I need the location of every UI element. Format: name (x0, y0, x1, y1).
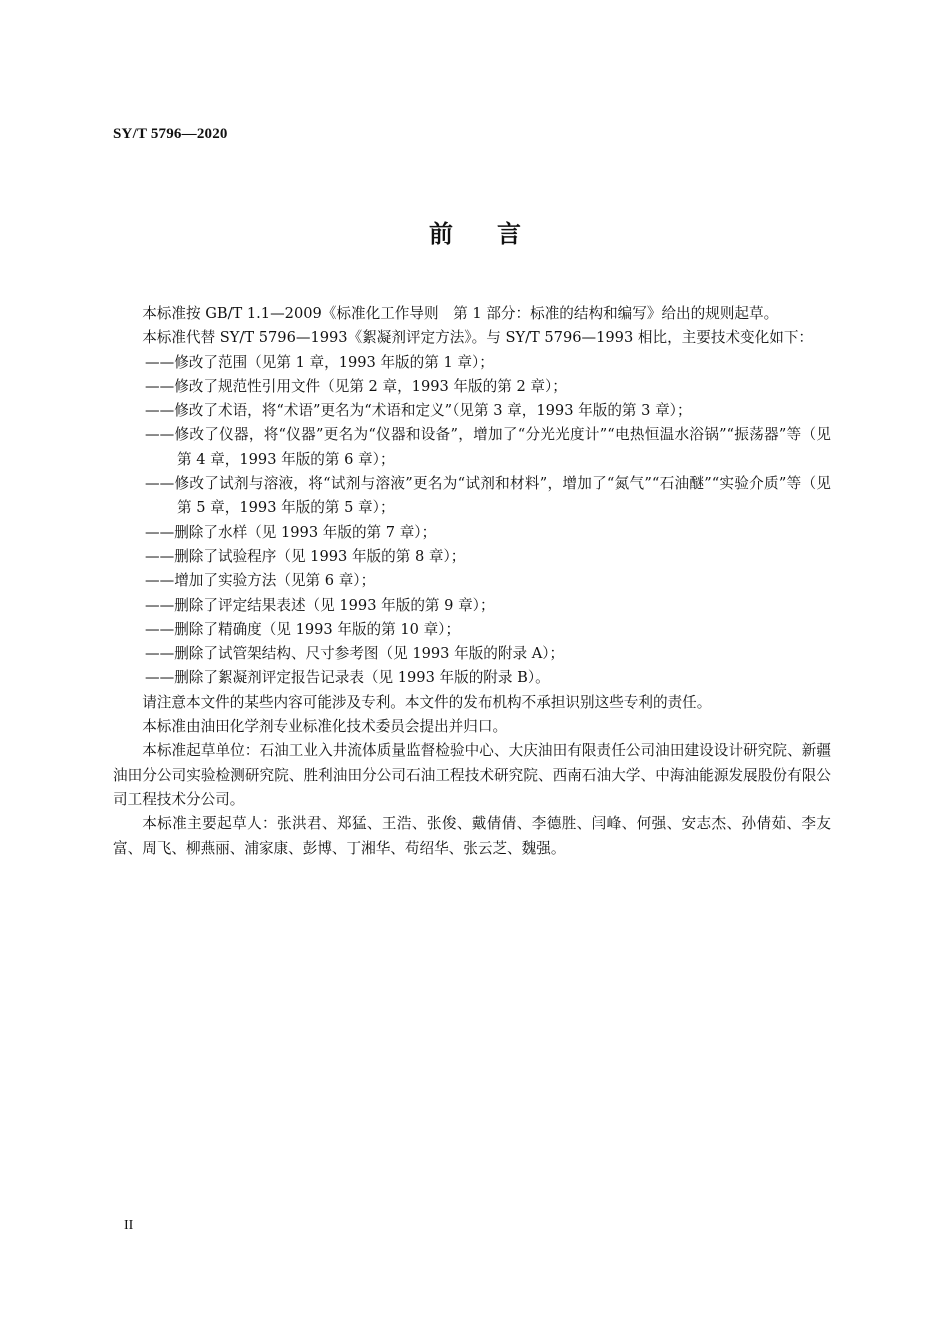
paragraph-drafting-rules: 本标准按 GB/T 1.1—2009《标准化工作导则 第 1 部分：标准的结构和编写》给出的规则起草。 (142, 305, 779, 322)
paragraph-replacement: 本标准代替 SY/T 5796—1993《絮凝剂评定方法》。与 SY/T 5796—1993 相比，主要技术变化如下： (142, 329, 814, 347)
list-item: ——修改了规范性引用文件（见第 2 章，1993 年版的第 2 章）； (145, 377, 567, 395)
list-item: ——删除了絮凝剂评定报告记录表（见 1993 年版的附录 B）。 (145, 669, 550, 687)
paragraph-proposer: 本标准由油田化学剂专业标准化技术委员会提出并归口。 (142, 718, 508, 736)
page-number: II (124, 1218, 134, 1233)
paragraph-patent-notice: 请注意本文件的某些内容可能涉及专利。本文件的发布机构不承担识别这些专利的责任。 (142, 693, 712, 711)
list-item: ——删除了精确度（见 1993 年版的第 10 章）； (145, 620, 461, 638)
list-item: ——增加了实验方法（见第 6 章）； (145, 572, 376, 590)
list-item: ——删除了水样（见 1993 年版的第 7 章）； (145, 523, 437, 541)
page-title: 前言 (429, 220, 565, 248)
foreword-body (113, 302, 831, 861)
standard-code: SY/T 5796—2020 (113, 126, 228, 142)
list-item: ——修改了范围（见第 1 章，1993 年版的第 1 章）； (145, 353, 494, 371)
paragraph-drafters: 本标准主要起草人：张洪君、郑猛、王浩、张俊、戴倩倩、李德胜、闫峰、何强、安志杰、孙倩茹、李友富、周飞、柳燕丽、浦家康、彭博、丁湘华、苟绍华、张云芝、魏强。 (113, 815, 831, 857)
list-item: ——删除了试验程序（见 1993 年版的第 8 章）； (145, 547, 466, 565)
paragraph-drafting-units: 本标准起草单位：石油工业入井流体质量监督检验中心、大庆油田有限责任公司油田建设设计研究院、新疆油田分公司实验检测研究院、胜利油田分公司石油工程技术研究院、西南石油大学、中海油能源发展股份有限公司工程技术分公司。 (113, 742, 831, 808)
list-item: ——修改了仪器，将“仪器”更名为“仪器和设备”，增加了“分光光度计”“电热恒温水浴锅”“振荡器”等（见第 4 章，1993 年版的第 6 章）； (145, 426, 831, 468)
list-item: ——修改了术语，将“术语”更名为“术语和定义”（见第 3 章，1993 年版的第 3 章）； (145, 402, 692, 420)
list-item: ——删除了试管架结构、尺寸参考图（见 1993 年版的附录 A）； (145, 645, 565, 663)
list-item: ——删除了评定结果表述（见 1993 年版的第 9 章）； (145, 596, 495, 614)
changes-list (113, 351, 831, 691)
list-item: ——修改了试剂与溶液，将“试剂与溶液”更名为“试剂和材料”，增加了“氮气”“石油醚”“实验介质”等（见第 5 章，1993 年版的第 5 章）； (145, 475, 831, 517)
